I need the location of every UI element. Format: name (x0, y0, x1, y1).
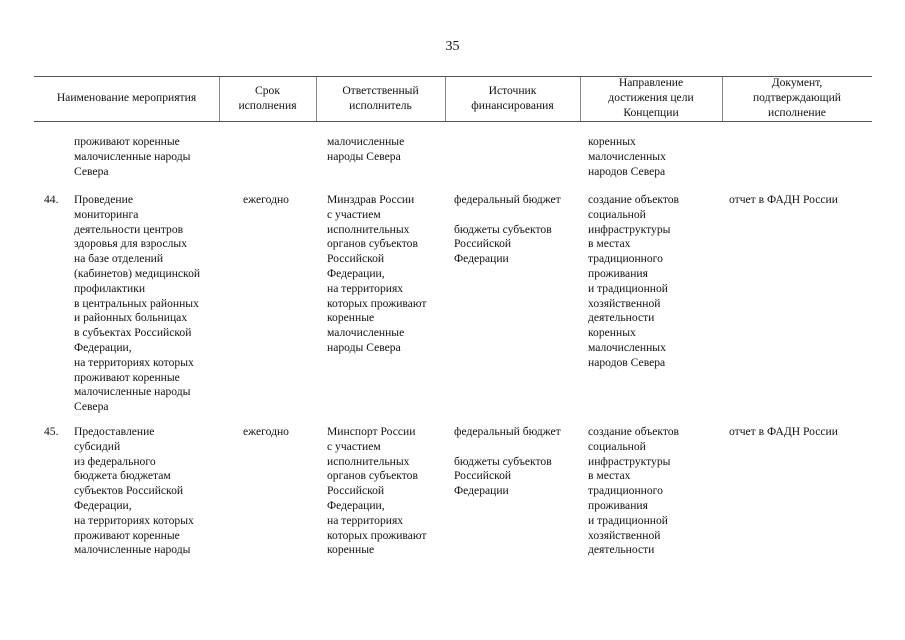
row-executor-cell: Минспорт России с участием исполнительных органов субъектов Российской Федерации, на территориях которых проживают коренные (327, 425, 427, 557)
page-number: 35 (445, 39, 460, 54)
row-term-cell: ежегодно (243, 193, 289, 206)
header-funding: Источник финансирования (471, 83, 554, 112)
row-funding-cell: федеральный бюджет бюджеты субъектов Российской Федерации (454, 193, 561, 266)
row-direction-cell: создание объектов социальной инфраструктуры в местах традиционного проживания и традиционной хозяйственной деятельности (588, 425, 680, 557)
header-executor: Ответственный исполнитель (342, 83, 419, 112)
header-document: Документ, подтверждающий исполнение (752, 76, 842, 119)
row-name-cell: Предоставление субсидий из федерального бюджета бюджетам субъектов Российской Федерации, на территориях которых проживают коренные малочисленные народы (74, 425, 194, 557)
row-executor-cell: малочисленные народы Севера (327, 135, 405, 163)
row-document-cell: отчет в ФАДН России (729, 425, 838, 438)
header-term: Срок исполнения (238, 83, 297, 112)
row-executor-cell: Минздрав России с участием исполнительных органов субъектов Российской Федерации, на территориях которых проживают коренные малочисленные народы Севера (327, 193, 427, 354)
row-direction-cell: создание объектов социальной инфраструктуры в местах традиционного проживания и традиционной хозяйственной деятельности коренных малочисленных народов Севера (588, 193, 680, 369)
row-direction-cell: коренных малочисленных народов Севера (588, 135, 666, 178)
header-name: Наименование мероприятия (56, 91, 197, 105)
header-bottom-rule (34, 121, 872, 122)
row-number: 44. (44, 193, 59, 206)
row-term-cell: ежегодно (243, 425, 289, 438)
row-document-cell: отчет в ФАДН России (729, 193, 838, 206)
row-name-cell: проживают коренные малочисленные народы Севера (74, 135, 191, 178)
row-name-cell: Проведение мониторинга деятельности центров здоровья для взрослых на базе отделений (кабинетов) медицинской профилактики в центральных районных и районных больницах в субъектах Российской Федерации, на территориях которых проживают коренные малочисленные народы Севера (74, 193, 201, 414)
row-funding-cell: федеральный бюджет бюджеты субъектов Российской Федерации (454, 425, 561, 498)
row-number: 45. (44, 425, 59, 438)
header-direction: Направление достижения цели Концепции (608, 76, 694, 119)
